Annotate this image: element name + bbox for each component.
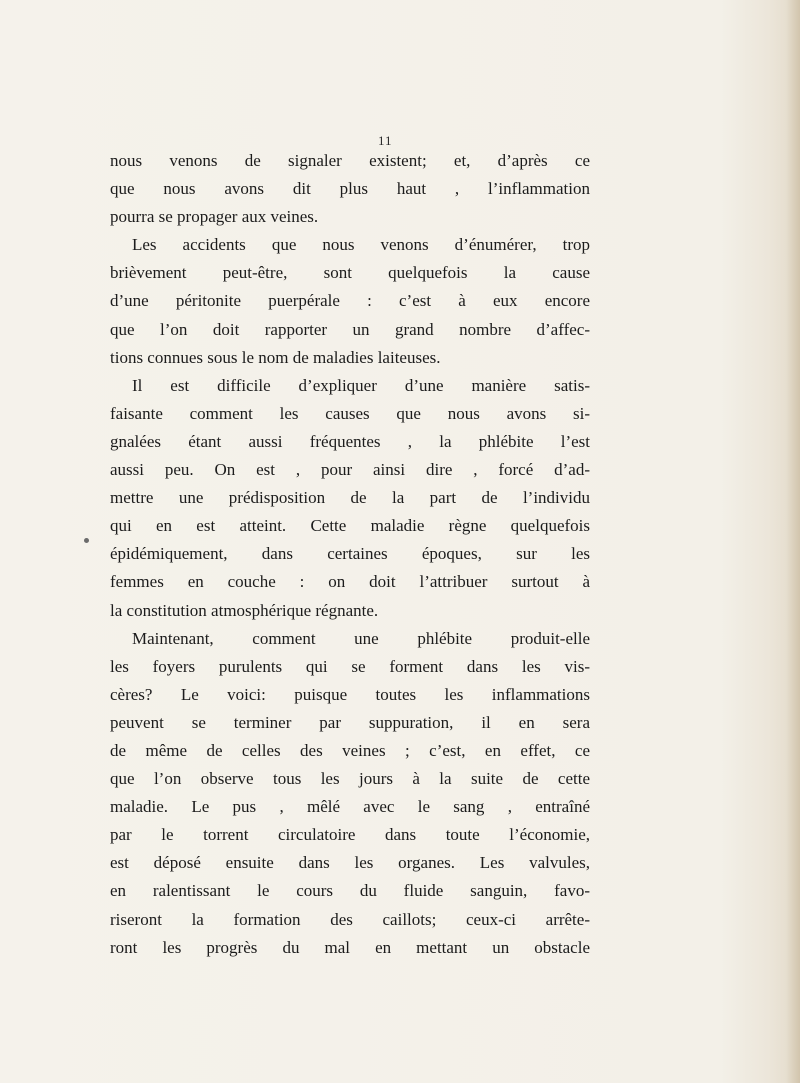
text-line: femmes en couche : on doit l’attribuer surtout à <box>110 572 590 592</box>
text-line: Les accidents que nous venons d’énumérer, trop <box>132 235 590 255</box>
text-line: que l’on doit rapporter un grand nombre d’affec- <box>110 319 590 339</box>
text-line: pourra se propager aux veines. <box>110 207 319 227</box>
text-line: d’une péritonite puerpérale : c’est à eux encore <box>110 291 590 311</box>
text-line: de même de celles des veines ; c’est, en effet, ce <box>110 740 590 760</box>
text-line: tions connues sous le nom de maladies laiteuses. <box>110 347 441 367</box>
text-line: que l’on observe tous les jours à la suite de cette <box>110 769 590 789</box>
text-line: les foyers purulents qui se forment dans les vis- <box>110 656 590 676</box>
text-line: en ralentissant le cours du fluide sanguin, favo- <box>110 881 590 901</box>
text-line: ront les progrès du mal en mettant un obstacle <box>110 937 590 957</box>
text-line: que nous avons dit plus haut , l’inflammation <box>110 179 590 199</box>
text-line: gnalées étant aussi fréquentes , la phlébite l’est <box>110 431 590 451</box>
page-number: 11 <box>378 133 393 148</box>
page-edge-shadow <box>786 0 800 1083</box>
text-line: épidémiquement, dans certaines époques, sur les <box>110 544 590 564</box>
text-line: mettre une prédisposition de la part de l’individu <box>110 488 590 508</box>
text-line: Maintenant, comment une phlébite produit-elle <box>132 628 590 648</box>
text-line: qui en est atteint. Cette maladie règne quelquefois <box>110 516 590 536</box>
margin-ink-dot <box>84 538 89 543</box>
text-line: riseront la formation des caillots; ceux-ci arrête- <box>110 909 590 929</box>
text-line: par le torrent circulatoire dans toute l’économie, <box>110 825 590 845</box>
text-line: la constitution atmosphérique régnante. <box>110 600 379 620</box>
text-line: aussi peu. On est , pour ainsi dire , forcé d’ad- <box>110 460 590 480</box>
text-line: maladie. Le pus , mêlé avec le sang , entraîné <box>110 797 590 817</box>
text-line: cères? Le voici: puisque toutes les inflammations <box>110 684 590 704</box>
text-line: brièvement peut-être, sont quelquefois la cause <box>110 263 590 283</box>
text-line: Il est difficile d’expliquer d’une manière satis- <box>132 375 590 395</box>
body-text <box>110 147 590 962</box>
text-line: peuvent se terminer par suppuration, il en sera <box>110 712 590 732</box>
text-line: faisante comment les causes que nous avons si- <box>110 403 590 423</box>
text-line: nous venons de signaler existent; et, d’après ce <box>110 151 590 170</box>
text-line: est déposé ensuite dans les organes. Les valvules, <box>110 853 590 873</box>
